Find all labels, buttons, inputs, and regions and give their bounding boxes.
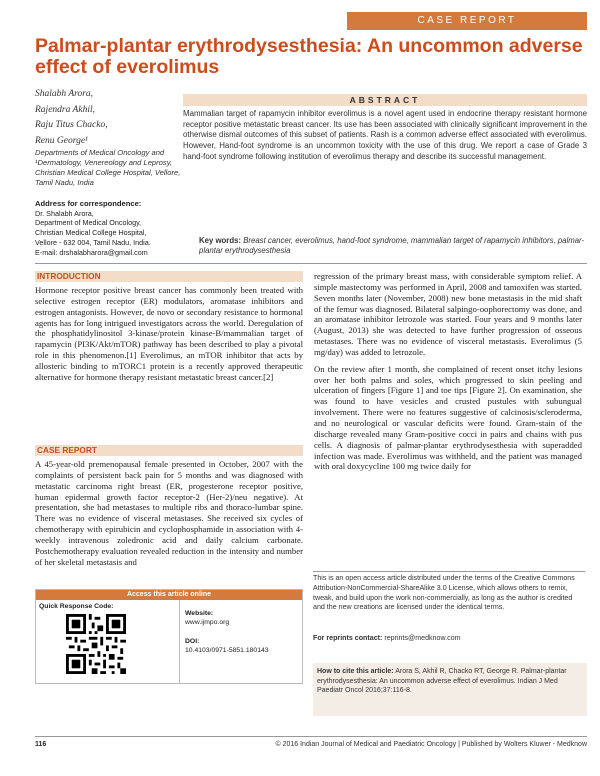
affiliation: Departments of Medical Oncology and ¹Dermatology, Venereology and Leprosy, Christian Medical College Hospital, Vellore, Tamil Nadu, India <box>35 148 181 187</box>
keywords-text: Breast cancer, everolimus, hand-foot syndrome, mammalian target of rapamycin inhibitors, palmar-plantar erythrodysesthesia <box>199 236 585 255</box>
reprints-label: For reprints contact: <box>313 634 383 642</box>
author[interactable]: Rajendra Akhil, <box>35 104 95 115</box>
doi-link[interactable]: 10.4103/0971-5851.180143 <box>185 647 269 654</box>
right-column <box>314 271 582 472</box>
divider <box>179 600 180 684</box>
introduction-text: Hormone receptor positive breast cancer has commonly been treated with selective estrogen receptor (ER) modulators, aromatase inhibitors and estrogen antagonists. However, de novo or secondary resistance to hormonal agents has for long intrigued investigators across the world. Deregulation of the phosphatidylinositol 3-kinase/protein kinase-B/mammalian target of rapamycin (PI3K/Akt/mTOR) pathway has been described to play a pivotal role in this phenomenon.[1] Everolimus, an mTOR inhibitor that acts by allosteric binding to mTORC1 protein is a recently approved therapeutic alternative for hormone therapy resistant metastatic breast cancer.[2] <box>35 285 303 382</box>
website-link[interactable]: www.ijmpo.org <box>185 619 230 626</box>
article-type-banner: CASE REPORT <box>347 12 587 30</box>
reprints-email[interactable]: reprints@medknow.com <box>384 634 461 642</box>
footer-text: © 2016 Indian Journal of Medical and Paediatric Oncology | Published by Wolters Kluwer - Medknow <box>275 741 587 748</box>
correspondence-email[interactable]: E-mail: drshalabharora@gmail.com <box>35 247 148 257</box>
reprints-contact <box>313 634 461 642</box>
correspondence-line: Vellore - 632 004, Tamil Nadu, India. <box>35 237 151 247</box>
author[interactable]: Renu George¹ <box>35 135 88 146</box>
abstract-text: Mammalian target of rapamycin inhibitor everolimus is a novel agent used in endocrine therapy resistant hormone receptor positive metastatic breast cancer. Its use has been associated with clinically significant improvement in the otherwise dismal outcomes of this subset of patients. Rash is a common adverse effect associated with everolimus. However, Hand-foot syndrome is an uncommon toxicity with the use of this drug. We report a case of Grade 3 hand-foot syndrome following institution of everolimus therapy and describe its successful management. <box>183 109 587 161</box>
article-title: Palmar-plantar erythrodysesthesia: An uncommon adverse effect of everolimus <box>35 35 583 78</box>
body-paragraph: regression of the primary breast mass, with considerable symptom relief. A simple mastectomy was performed in April, 2008 and tamoxifen was started. Seven months later (November, 2008) new bone metastasis in the mid shaft of the femur was diagnosed. Bilateral salpingo-oophorectomy was done, and an aromatase inhibitor letrozole was started. Four years and 9 months later (August, 2013) she was detected to have further progression of osseous metastases. There was no evidence of visceral metastasis. Everolimus (5 mg/day) was added to letrozole. <box>314 271 582 357</box>
citation-box <box>313 663 587 716</box>
case-report-heading: CASE REPORT <box>35 445 303 456</box>
body-paragraph: On the review after 1 month, she complained of recent onset itchy lesions over her both palms and soles, which progressed to skin peeling and ulceration of fingers [Figure 1] and toe tips [Figure 2]. On examination, she was found to have vesicles and crusted pustules with subungual involvement. There were no features suggestive of calcinosis/scleroderma, and no neurological or vascular deficits were found. Gram-stain of the discharge revealed many Gram-positive cocci in pairs and chains with pus cells. A diagnosis of palmar-plantar erythrodysesthesia with superadded infection was made. Everolimus was withheld, and the patient was managed with oral doxycycline 100 mg twice daily for <box>314 363 582 472</box>
author-list <box>35 87 195 149</box>
abstract-heading: ABSTRACT <box>183 94 587 106</box>
open-access-notice: This is an open access article distributed under the terms of the Creative Commons Attribution-NonCommercial-ShareAlike 3.0 License, which allows others to remix, tweak, and build upon the work non-commercially, as long as the author is credited and the new creations are licensed under the identical terms. <box>313 574 575 612</box>
website-label: Website: <box>185 610 214 617</box>
qr-label: Quick Response Code: <box>39 603 114 610</box>
section-divider <box>35 263 587 264</box>
keywords <box>199 236 589 256</box>
cite-label: How to cite this article: <box>317 668 394 675</box>
case-report-text: A 45-year-old premenopausal female presented in October, 2007 with the complaints of persistent back pain for 5 months and was diagnosed with metastatic carcinoma right breast (ER, progesterone receptor positive, human epidermal growth factor receptor-2 (Her-2)/neu negative). At presentation, she had metastases to multiple ribs and thoraco-lumbar spine. There was no evidence of visceral metastases. She received six cycles of chemotherapy with epirubicin and cyclophosphamide in association with 4-weekly intravenous zoledronic acid and daily calcium carbonate. Postchemotherapy evaluation revealed reduction in the intensity and number of her skeletal metastasis and <box>35 459 303 567</box>
correspondence-line: Christian Medical College Hospital, <box>35 228 147 238</box>
abstract-box <box>183 94 587 163</box>
divider <box>313 571 585 572</box>
author[interactable]: Shalabh Arora, <box>35 89 94 99</box>
keywords-label: Key words: <box>199 236 242 245</box>
access-online-box <box>35 589 303 684</box>
introduction-heading: INTRODUCTION <box>35 271 303 282</box>
footer-divider <box>35 736 587 737</box>
correspondence-line: Department of Medical Oncology, <box>35 218 142 228</box>
cite-text: Arora S, Akhil R, Chacko RT, George R. Palmar-plantar erythrodysesthesia: An uncommon adverse effect of everolimus. Indian J Med Paediatr Oncol 2016;37:116-8. <box>317 668 567 695</box>
correspondence-heading: Address for correspondence: <box>35 199 142 208</box>
qr-code-icon[interactable] <box>66 614 126 674</box>
access-heading: Access this article online <box>36 590 302 600</box>
author[interactable]: Raju Titus Chacko, <box>35 120 108 130</box>
correspondence-block <box>35 199 195 257</box>
correspondence-line: Dr. Shalabh Arora, <box>35 208 94 218</box>
page-number: 116 <box>35 741 47 748</box>
doi-label: DOI: <box>185 638 200 645</box>
